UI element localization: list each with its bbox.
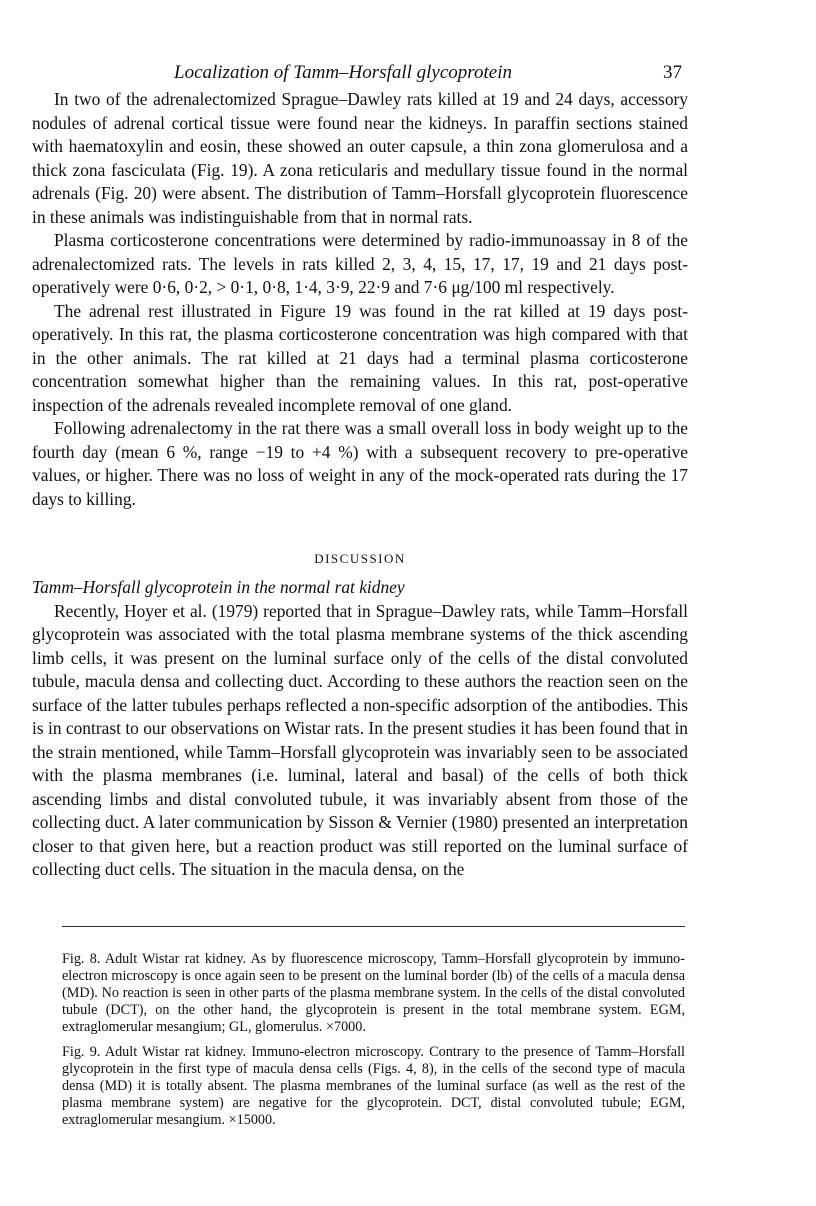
caption-fig-8: Fig. 8. Adult Wistar rat kidney. As by fluorescence microscopy, Tamm–Horsfall glycoprotein by immuno-electron microscopy is once again seen to be present on the luminal border (lb) of the cells of a macula densa (MD). No reaction is seen in other parts of the plasma membrane system. In the cells of the distal convoluted tubule (DCT), on the other hand, the glycoprotein is present in the total membrane system. EGM, extraglomerular mesangium; GL, glomerulus. ×7000.: [62, 950, 685, 1035]
discussion-text: [32, 600, 688, 882]
caption-divider: [62, 926, 685, 927]
page-number: 37: [663, 62, 682, 83]
paragraph-adrenal-rest-nodules: In two of the adrenalectomized Sprague–Dawley rats killed at 19 and 24 days, accessory nodules of adrenal cortical tissue were found near the kidneys. In paraffin sections stained with haematoxylin and eosin, these showed an outer capsule, a thin zona glomerulosa and a thick zona fasciculata (Fig. 19). A zona reticularis and medullary tissue found in the normal adrenals (Fig. 20) were absent. The distribution of Tamm–Horsfall glycoprotein fluorescence in these animals was indistinguishable from that in normal rats.: [32, 89, 688, 227]
discussion-subheading: Tamm–Horsfall glycoprotein in the normal rat kidney: [32, 577, 405, 597]
caption-fig-9: Fig. 9. Adult Wistar rat kidney. Immuno-electron microscopy. Contrary to the presence of Tamm–Horsfall glycoprotein in the first type of macula densa cells (Figs. 4, 8), in the cells of the second type of macula densa (MD) it is totally absent. The plasma membranes of the luminal surface (as well as the rest of the plasma membrane system) are negative for the glycoprotein. DCT, distal convoluted tubule; EGM, extraglomerular mesangium. ×15000.: [62, 1043, 685, 1128]
paragraph-discussion: Recently, Hoyer et al. (1979) reported that in Sprague–Dawley rats, while Tamm–Horsfall glycoprotein was associated with the total plasma membrane systems of the thick ascending limb cells, it was present on the luminal surface only of the cells of the distal convoluted tubule, macula densa and collecting duct. According to these authors the reaction seen on the surface of the latter tubules perhaps reflected a non-specific adsorption of the antibodies. This is in contrast to our observations on Wistar rats. In the present studies it has been found that in the strain mentioned, while Tamm–Horsfall glycoprotein was invariably seen to be associated with the plasma membranes (i.e. luminal, lateral and basal) of the cells of both thick ascending limbs and distal convoluted tubule, it was invariably absent from those of the collecting duct. A later communication by Sisson & Vernier (1980) presented an interpretation closer to that given here, but a reaction product was still reported on the luminal surface of collecting duct cells. The situation in the macula densa, on the: [32, 600, 688, 879]
paragraph-body-weight: Following adrenalectomy in the rat there was a small overall loss in body weight up to the fourth day (mean 6 %, range −19 to +4 %) with a subsequent recovery to pre-operative values, or higher. There was no loss of weight in any of the mock-operated rats during the 17 days to killing.: [32, 418, 688, 509]
results-text: [32, 88, 688, 511]
running-header: [32, 60, 688, 88]
paragraph-corticosterone-levels: Plasma corticosterone concentrations were determined by radio-immunoassay in 8 of the adrenalectomized rats. The levels in rats killed 2, 3, 4, 15, 17, 17, 19 and 21 days post-operatively were 0·6, 0·2, > 0·1, 0·8, 1·4, 3·9, 22·9 and 7·6 μg/100 ml respectively.: [32, 230, 688, 297]
figure-captions: [62, 951, 685, 1129]
journal-page: [32, 60, 688, 1137]
running-title: Localization of Tamm–Horsfall glycoprotein: [174, 62, 512, 83]
paragraph-adrenal-rest-figure: The adrenal rest illustrated in Figure 19 was found in the rat killed at 19 days post-operatively. In this rat, the plasma corticosterone concentration was high compared with that in the other animals. The rat killed at 21 days had a terminal plasma corticosterone concentration somewhat higher than the remaining values. In this rat, post-operative inspection of the adrenals revealed incomplete removal of one gland.: [32, 300, 688, 415]
discussion-heading: DISCUSSION: [314, 551, 406, 566]
